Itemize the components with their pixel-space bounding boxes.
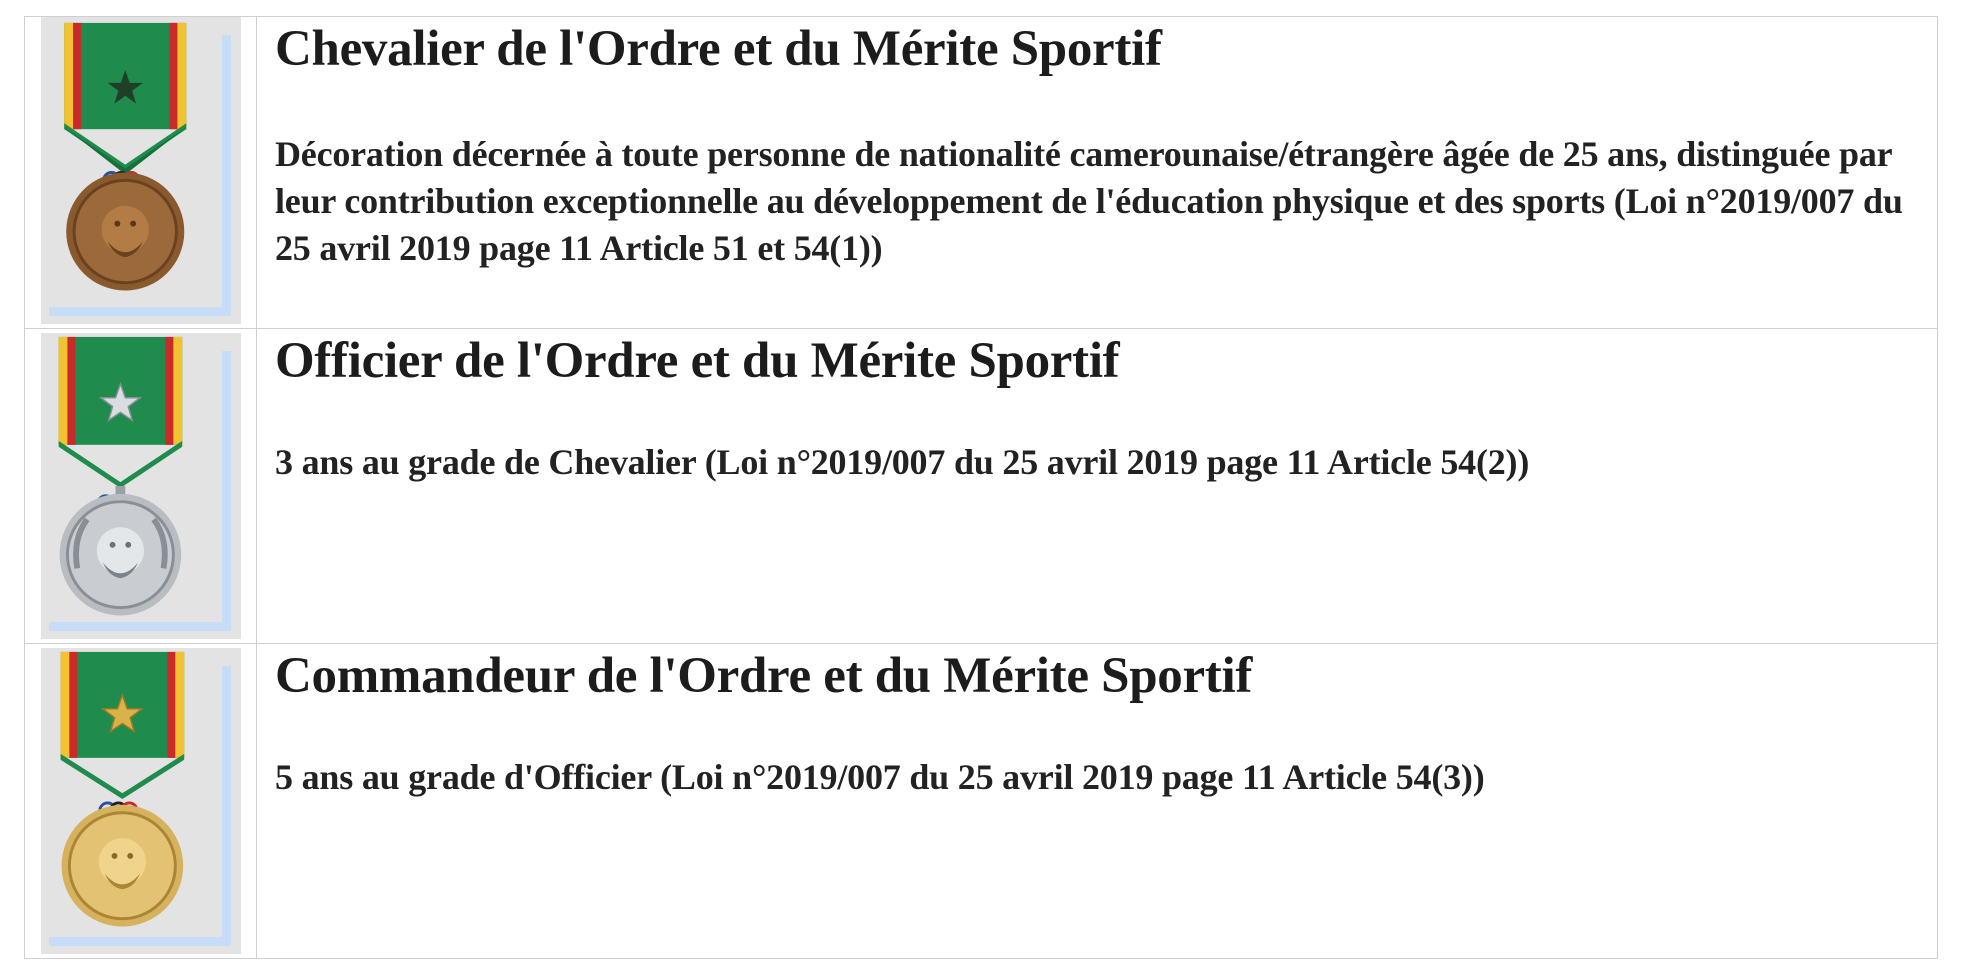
medal-picture — [41, 17, 241, 324]
medal-text-cell — [257, 644, 1937, 958]
medal-description: 3 ans au grade de Chevalier (Loi n°2019/007 du 25 avril 2019 page 11 Article 54(2)) — [275, 442, 1530, 482]
medals-table — [24, 16, 1938, 959]
bronze-medal-icon — [41, 17, 241, 324]
silver-medal-icon — [41, 333, 241, 639]
medal-image-cell — [25, 644, 257, 958]
gold-medal-icon — [41, 648, 241, 954]
table-row — [25, 329, 1937, 644]
medal-image-cell — [25, 17, 257, 328]
medal-description: 5 ans au grade d'Officier (Loi n°2019/007 du 25 avril 2019 page 11 Article 54(3)) — [275, 757, 1485, 797]
medal-text-cell — [257, 329, 1937, 643]
table-row — [25, 644, 1937, 958]
medal-title: Commandeur de l'Ordre et du Mérite Sportif — [275, 648, 1253, 704]
medal-picture — [41, 648, 241, 954]
medal-title: Officier de l'Ordre et du Mérite Sportif — [275, 333, 1120, 389]
medal-image-cell — [25, 329, 257, 643]
medal-title: Chevalier de l'Ordre et du Mérite Sportif — [275, 21, 1162, 77]
table-row — [25, 17, 1937, 329]
medal-text-cell — [257, 17, 1937, 328]
medal-picture — [41, 333, 241, 639]
medal-description: Décoration décernée à toute personne de nationalité camerounaise/étrangère âgée de 25 ans, distinguée par leur contribution exceptionnelle au développement de l'éducation physique et des sports (Loi n°2019/007 du 25 avril 2019 page 11 Article 51 et 54(1)) — [275, 134, 1903, 268]
